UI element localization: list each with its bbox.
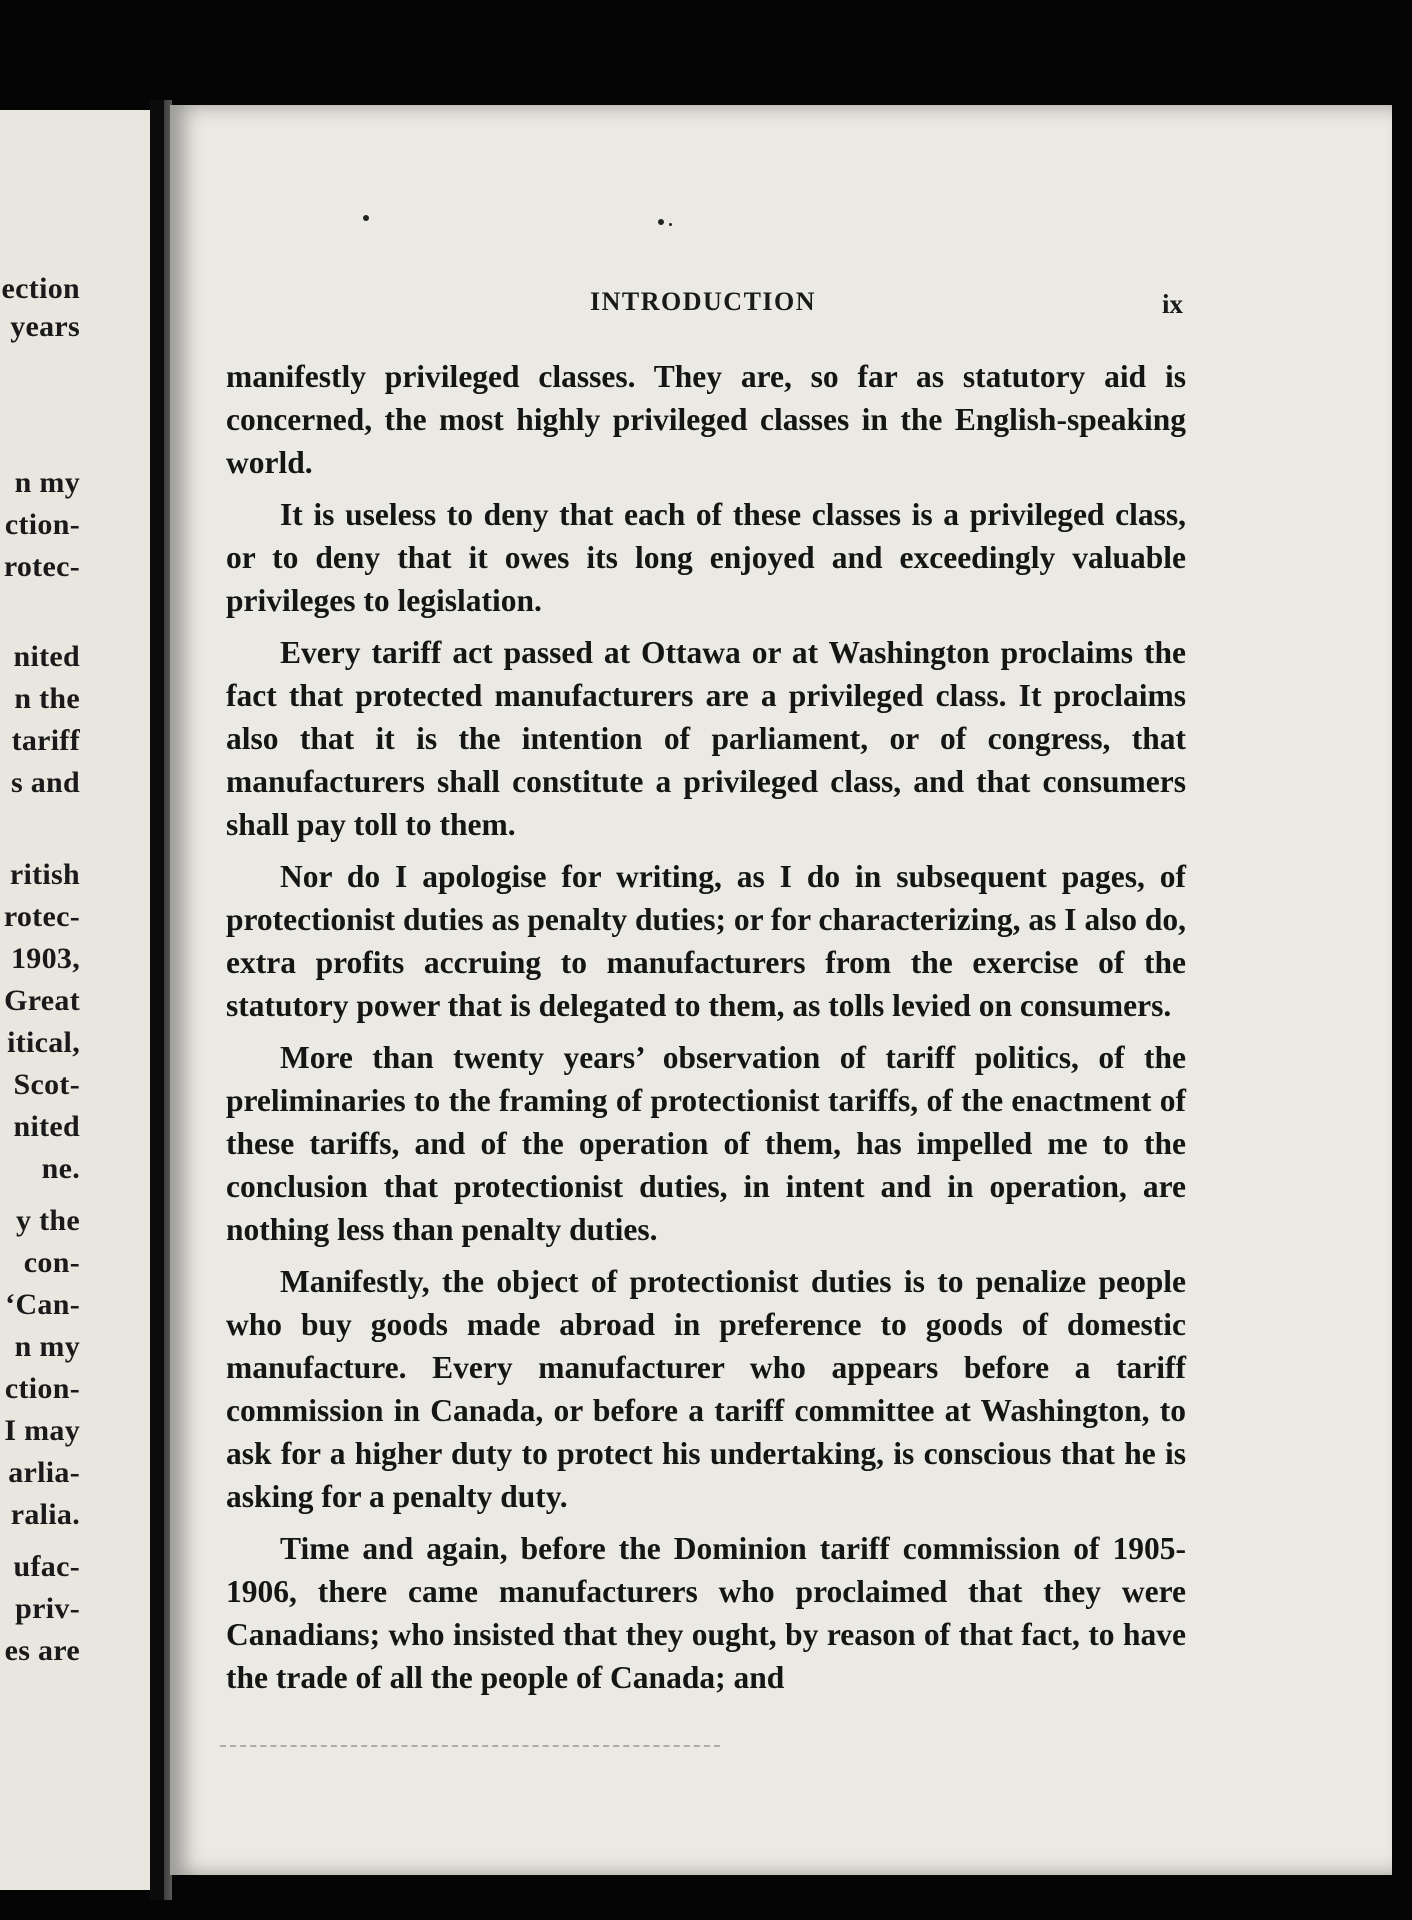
left-fragment: ritish <box>9 858 80 891</box>
paragraph: More than twenty years’ observation of tariff politics, of the preliminaries to the framing of protectionist tariffs, of the enactment of these tariffs, and of the operation of them, has impelled me to the conclusion that protectionist duties, in intent and in operation, are nothing less than penalty duties. <box>226 1040 1186 1247</box>
left-fragment: ction- <box>4 1372 80 1405</box>
running-header <box>170 287 1392 327</box>
left-fragment: rotec- <box>3 900 80 933</box>
left-fragment: ection <box>1 272 80 305</box>
left-fragment: priv- <box>15 1592 80 1625</box>
left-fragment: s and <box>10 766 80 799</box>
left-fragment: 1903, <box>11 942 80 975</box>
page-number: ix <box>1162 289 1184 319</box>
left-fragment: n my <box>14 466 80 499</box>
paragraph: Every tariff act passed at Ottawa or at Washington proclaims the fact that protected manufacturers are a privileged class. It proclaims also that it is the intention of parliament, or of congress, that manufacturers shall constitute a privileged class, and that consumers shall pay toll to them. <box>226 635 1186 842</box>
left-fragment: Scot- <box>13 1068 80 1101</box>
left-fragment: es are <box>4 1634 80 1667</box>
left-fragment: arlia- <box>8 1456 80 1489</box>
page-title: INTRODUCTION <box>590 287 817 316</box>
left-fragment: n the <box>14 682 80 715</box>
left-fragment: years <box>10 310 80 343</box>
previous-page-edge <box>0 110 150 1890</box>
book-spine-shadow <box>150 100 164 1900</box>
left-fragment: ‘Can- <box>5 1288 80 1321</box>
left-fragment: con- <box>23 1246 80 1279</box>
left-fragment: rotec- <box>3 550 80 583</box>
footer-smudge <box>220 1745 720 1747</box>
paragraph: Nor do I apologise for writing, as I do in subsequent pages, of protectionist duties as penalty duties; or for characterizing, as I also do, extra profits accruing to manufacturers from the exercise of the statutory power that is delegated to them, as tolls levied on consumers. <box>226 859 1186 1023</box>
left-fragment: I may <box>4 1414 80 1447</box>
ink-speck <box>669 223 672 226</box>
left-fragment: tariff <box>11 724 80 757</box>
left-fragment: y the <box>16 1204 80 1237</box>
paragraph: Time and again, before the Dominion tariff commission of 1905-1906, there came manufacturers who proclaimed that they were Canadians; who insisted that they ought, by reason of that fact, to have the trade of all the people of Canada; and <box>226 1531 1186 1695</box>
left-fragment: nited <box>13 640 80 673</box>
paragraph: Manifestly, the object of protectionist duties is to penalize people who buy goods made abroad in preference to goods of domestic manufacture. Every manufacturer who appears before a tariff commission in Canada, or before a tariff committee at Washington, to ask for a higher duty to protect his undertaking, is conscious that he is asking for a penalty duty. <box>226 1264 1186 1514</box>
left-fragment: itical, <box>7 1026 80 1059</box>
left-fragment: ufac- <box>13 1550 80 1583</box>
left-fragment: ne. <box>41 1152 80 1185</box>
paragraph: manifestly privileged classes. They are, so far as statutory aid is concerned, the most highly privileged classes in the English-speaking world. <box>226 359 1186 480</box>
body-text <box>226 355 1186 1708</box>
paragraph: It is useless to deny that each of these classes is a privileged class, or to deny that it owes its long enjoyed and exceedingly valuable privileges to legislation. <box>226 497 1186 618</box>
main-page <box>170 105 1392 1875</box>
left-fragment: Great <box>4 984 80 1017</box>
ink-speck <box>658 219 664 225</box>
ink-speck <box>363 215 369 221</box>
left-fragment: ction- <box>4 508 80 541</box>
left-fragment: ralia. <box>10 1498 80 1531</box>
left-fragment: nited <box>13 1110 80 1143</box>
left-fragment: n my <box>14 1330 80 1363</box>
